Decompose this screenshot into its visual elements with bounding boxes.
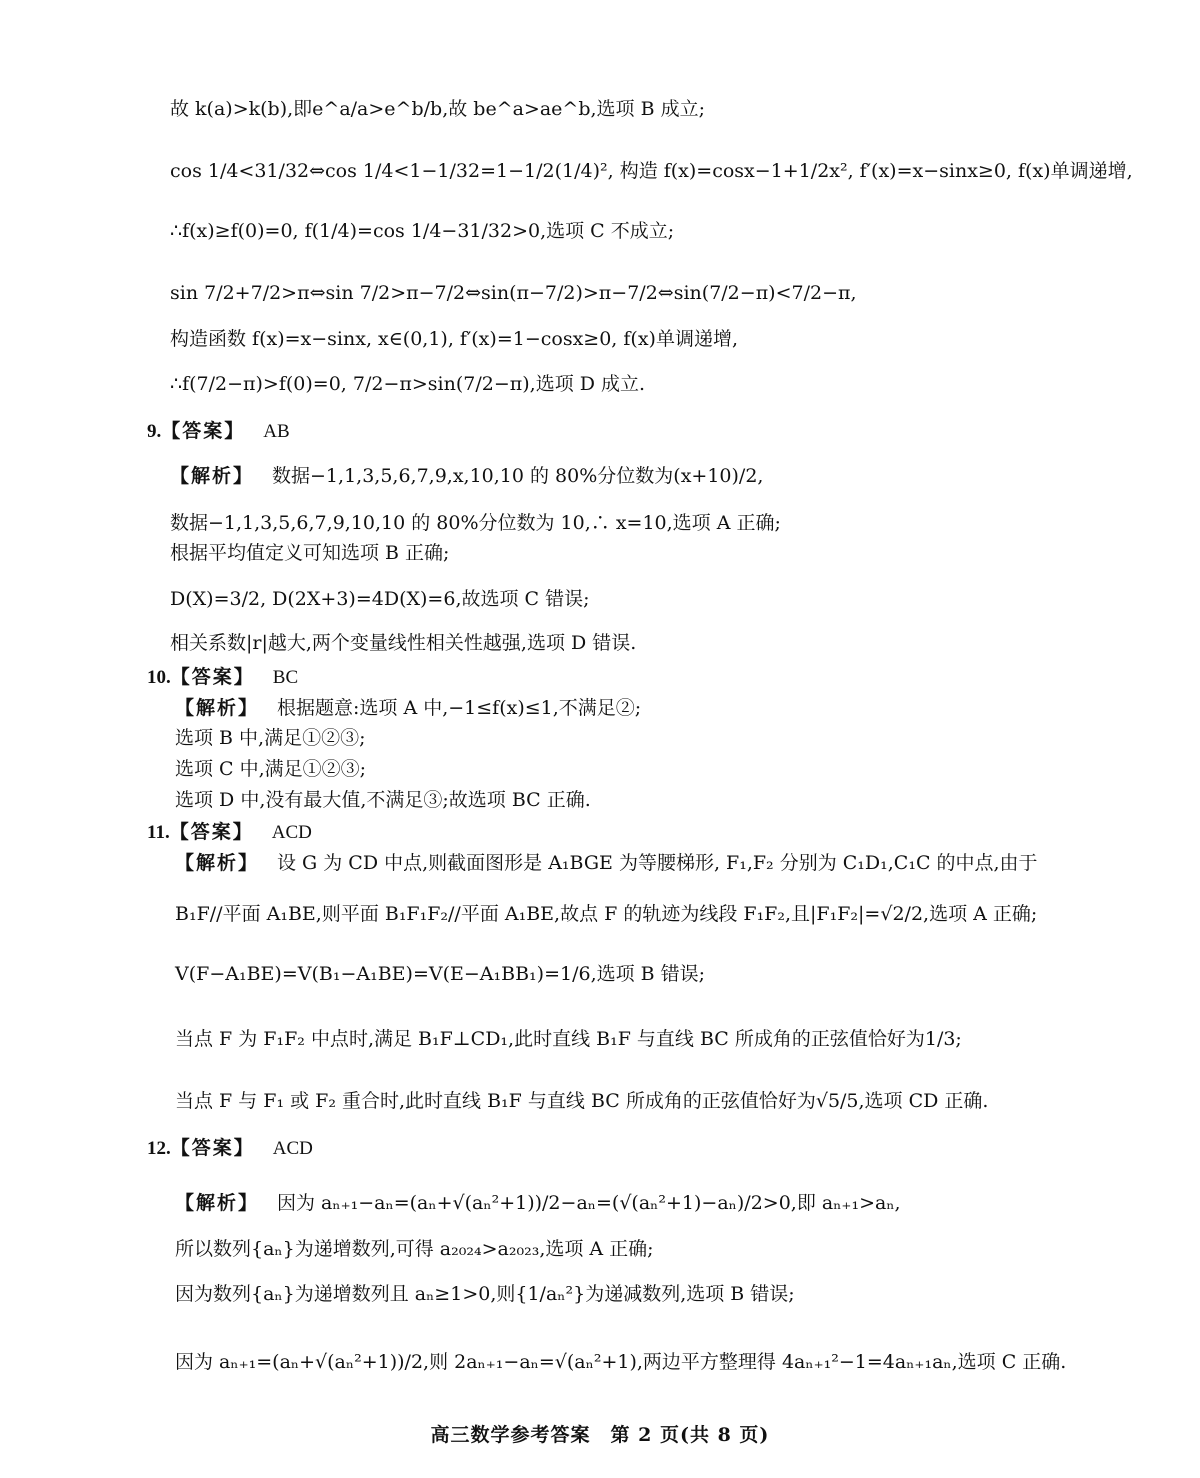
q12-analysis-line-1: 因为 aₙ₊₁−aₙ=(aₙ+√(aₙ²+1))/2−aₙ=(√(aₙ²+1)−aₙ)/2>0,即 aₙ₊₁>aₙ, — [277, 1191, 901, 1214]
q8-line-6: ∴f(7/2−π)>f(0)=0, 7/2−π>sin(7/2−π),选项 D 成立. — [170, 373, 646, 395]
q10-analysis-line-3: 选项 C 中,满足①②③; — [175, 758, 367, 780]
q12-analysis-line-2: 所以数列{aₙ}为递增数列,可得 a₂₀₂₄>a₂₀₂₃,选项 A 正确; — [175, 1238, 654, 1260]
q11-analysis-line-5: 当点 F 与 F₁ 或 F₂ 重合时,此时直线 B₁F 与直线 BC 所成角的正弦值恰好为√5/5,选项 CD 正确. — [175, 1090, 989, 1112]
q10-analysis-line-4: 选项 D 中,没有最大值,不满足③;故选项 BC 正确. — [175, 789, 591, 811]
q11-analysis-line-2: B₁F//平面 A₁BE,则平面 B₁F₁F₂//平面 A₁BE,故点 F 的轨迹为线段 F₁F₂,且|F₁F₂|=√2/2,选项 A 正确; — [175, 903, 1038, 925]
q9-analysis-line-2: 数据−1,1,3,5,6,7,9,10,10 的 80%分位数为 10,∴ x=10,选项 A 正确; — [170, 512, 781, 534]
q9-analysis-line-1: 数据−1,1,3,5,6,7,9,x,10,10 的 80%分位数为(x+10)/2, — [272, 464, 764, 487]
q12-analysis-line-3: 因为数列{aₙ}为递增数列且 aₙ≥1>0,则{1/aₙ²}为递减数列,选项 B 错误; — [175, 1283, 795, 1305]
q10-number: 10. — [147, 666, 171, 688]
q12-analysis-tag: 【解析】 — [175, 1191, 260, 1214]
q10-analysis-line-1: 根据题意:选项 A 中,−1≤f(x)≤1,不满足②; — [277, 696, 642, 719]
q9-analysis-line-3: 根据平均值定义可知选项 B 正确; — [170, 542, 450, 564]
q8-line-2: cos 1/4<31/32⇔cos 1/4<1−1/32=1−1/2(1/4)², 构造 f(x)=cosx−1+1/2x², f′(x)=x−sinx≥0, f(x)单调递增, — [170, 160, 1133, 182]
q10-answer: BC — [272, 666, 299, 688]
q8-line-3: ∴f(x)≥f(0)=0, f(1/4)=cos 1/4−31/32>0,选项 C 不成立; — [170, 220, 675, 242]
q10-analysis-line-2: 选项 B 中,满足①②③; — [175, 727, 366, 749]
page-footer: 高三数学参考答案 第 2 页(共 8 页) — [430, 1424, 770, 1446]
q10-analysis-row — [175, 698, 641, 718]
q9-analysis-row — [170, 466, 763, 486]
q9-number: 9. — [147, 420, 162, 442]
q11-answer-tag: 【答案】 — [169, 820, 254, 843]
q11-answer: ACD — [271, 821, 312, 843]
q10-answer-tag: 【答案】 — [170, 665, 255, 688]
q12-answer: ACD — [272, 1137, 313, 1159]
q9-answer-tag: 【答案】 — [161, 419, 246, 442]
q9-analysis-line-4: D(X)=3/2, D(2X+3)=4D(X)=6,故选项 C 错误; — [170, 588, 590, 610]
q8-line-4: sin 7/2+7/2>π⇔sin 7/2>π−7/2⇔sin(π−7/2)>π−7/2⇔sin(7/2−π)<7/2−π, — [170, 282, 857, 304]
q11-analysis-tag: 【解析】 — [175, 851, 260, 874]
q9-analysis-line-5: 相关系数|r|越大,两个变量线性相关性越强,选项 D 错误. — [170, 632, 637, 654]
q11-number: 11. — [147, 821, 170, 843]
q9-answer: AB — [263, 420, 290, 442]
q11-analysis-line-4: 当点 F 为 F₁F₂ 中点时,满足 B₁F⊥CD₁,此时直线 B₁F 与直线 BC 所成角的正弦值恰好为1/3; — [175, 1028, 962, 1050]
q11-analysis-row — [175, 853, 1038, 873]
q11-answer-row — [147, 822, 312, 842]
q10-answer-row — [147, 667, 298, 687]
q9-analysis-tag: 【解析】 — [170, 464, 255, 487]
q8-line-5: 构造函数 f(x)=x−sinx, x∈(0,1), f′(x)=1−cosx≥0, f(x)单调递增, — [170, 328, 738, 350]
q12-answer-tag: 【答案】 — [170, 1136, 255, 1159]
q12-analysis-line-4: 因为 aₙ₊₁=(aₙ+√(aₙ²+1))/2,则 2aₙ₊₁−aₙ=√(aₙ²+1),两边平方整理得 4aₙ₊₁²−1=4aₙ₊₁aₙ,选项 C 正确. — [175, 1351, 1067, 1373]
q11-analysis-line-1: 设 G 为 CD 中点,则截面图形是 A₁BGE 为等腰梯形, F₁,F₂ 分别为 C₁D₁,C₁C 的中点,由于 — [277, 851, 1038, 874]
q12-analysis-row — [175, 1193, 901, 1213]
q9-answer-row — [147, 421, 290, 441]
q12-answer-row — [147, 1138, 313, 1158]
q8-line-1: 故 k(a)>k(b),即e^a/a>e^b/b,故 be^a>ae^b,选项 B 成立; — [170, 98, 705, 120]
q11-analysis-line-3: V(F−A₁BE)=V(B₁−A₁BE)=V(E−A₁BB₁)=1/6,选项 B 错误; — [175, 963, 706, 985]
q12-number: 12. — [147, 1137, 171, 1159]
q10-analysis-tag: 【解析】 — [175, 696, 260, 719]
